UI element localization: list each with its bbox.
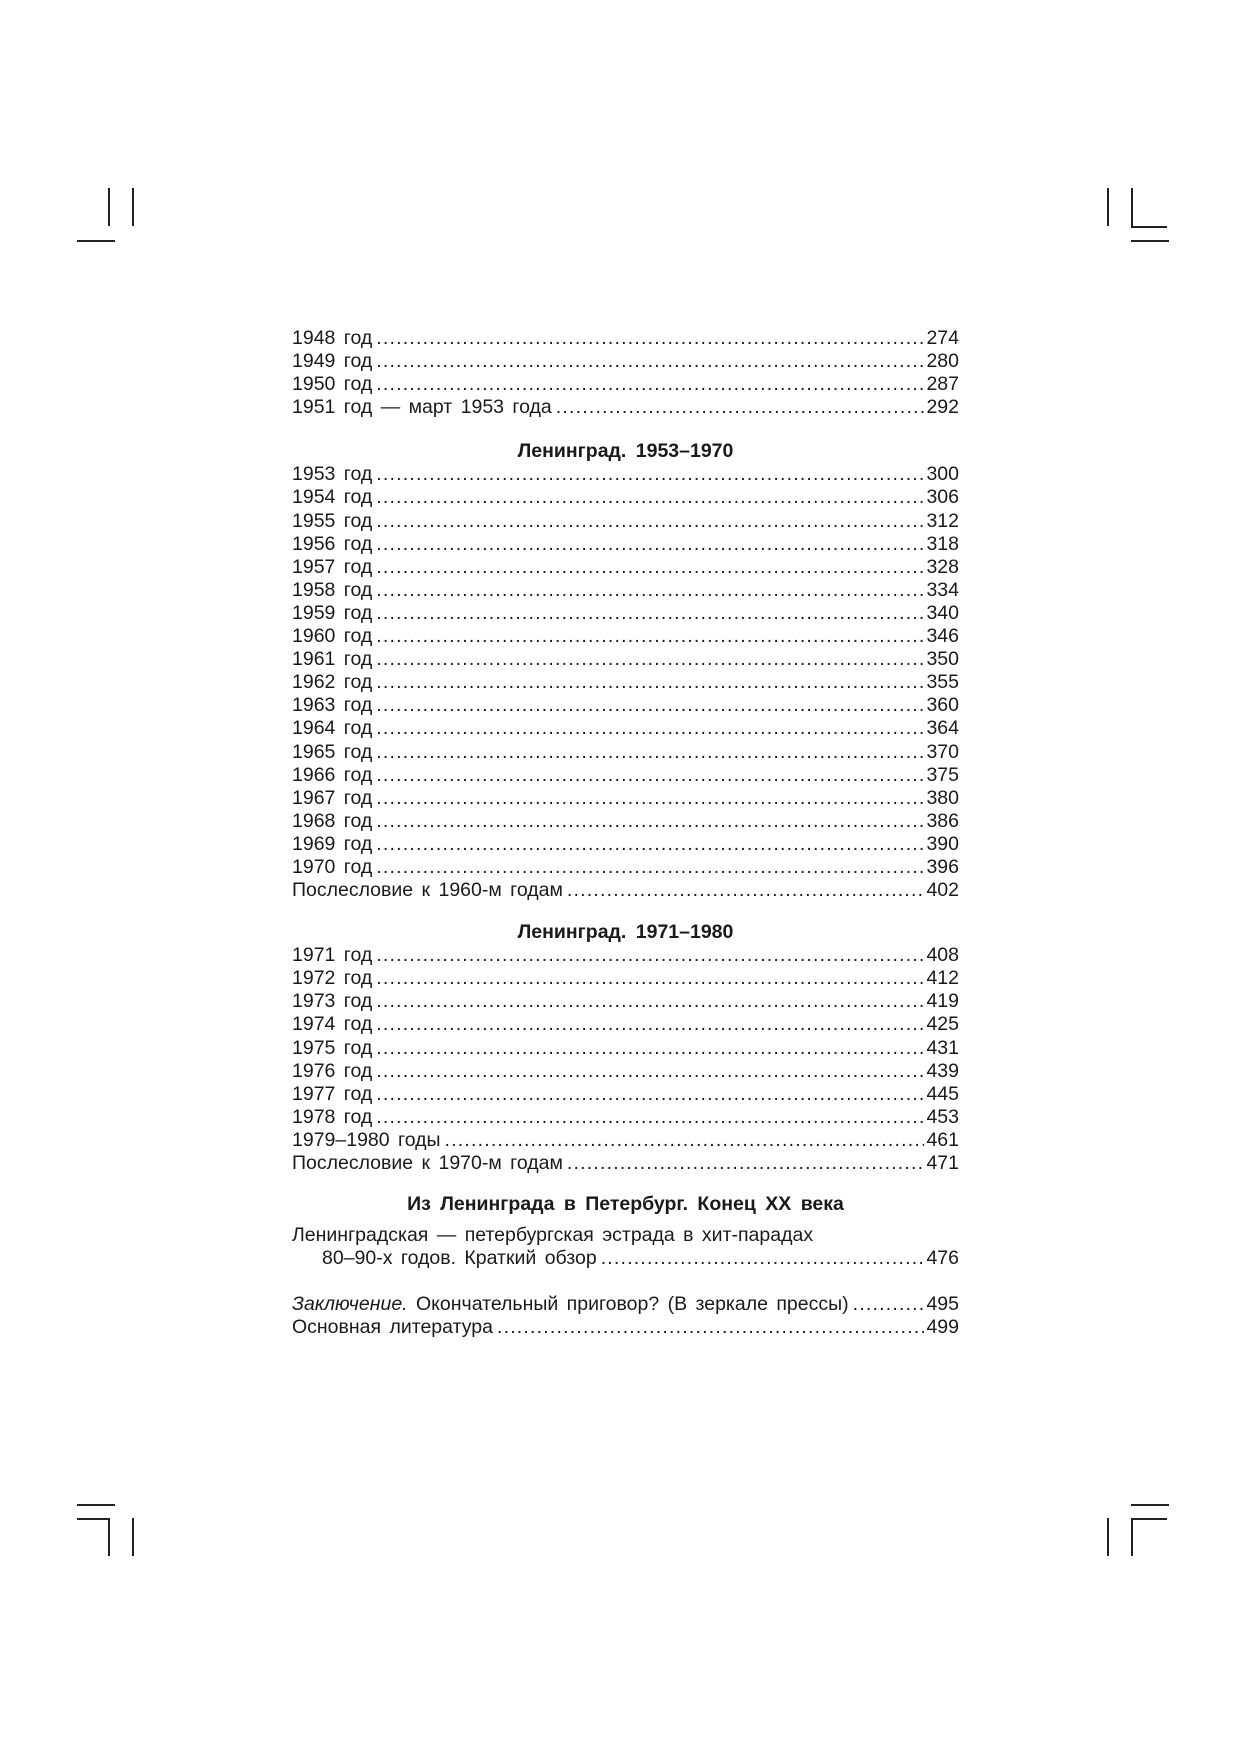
crop-mark	[108, 1518, 110, 1556]
toc-entry[interactable]: 1977 год ..... 445	[292, 1083, 959, 1106]
crop-mark	[1107, 1518, 1109, 1556]
page-number: 461	[926, 1128, 959, 1151]
toc-entry[interactable]: 1949 год ..... 280	[292, 350, 959, 373]
page-number: 396	[926, 855, 959, 878]
page-number: 350	[926, 648, 959, 671]
toc-entry[interactable]: 1962 год ..... 355	[292, 671, 959, 694]
toc-entry[interactable]: 1969 год ..... 390	[292, 833, 959, 856]
page-number: 408	[926, 944, 959, 967]
crop-mark	[1131, 1518, 1167, 1520]
page-number: 355	[926, 671, 959, 694]
toc-entry[interactable]: 80–90-х годов. Краткий обзор ..... 476	[292, 1247, 959, 1270]
toc-entry[interactable]: 1957 год ..... 328	[292, 556, 959, 579]
crop-mark	[77, 240, 115, 242]
toc-entry[interactable]: 1956 год ..... 318	[292, 533, 959, 556]
conclusion-label: Заключение.	[292, 1293, 408, 1316]
crop-mark	[132, 188, 134, 226]
page-number: 306	[926, 486, 959, 509]
page-number: 471	[926, 1152, 959, 1174]
page-number: 476	[926, 1247, 959, 1270]
page-number: 370	[926, 740, 959, 763]
toc-entry[interactable]: Послесловие к 1960-м годам ..... 402	[292, 879, 959, 902]
page-number: 439	[926, 1059, 959, 1082]
page-number: 425	[926, 1013, 959, 1036]
toc-entry[interactable]: 1963 год ..... 360	[292, 694, 959, 717]
crop-mark	[1131, 240, 1169, 242]
section-heading: Ленинград. 1953–1970	[517, 440, 734, 463]
page-number: 318	[926, 532, 959, 555]
toc-entry[interactable]: 1954 год ..... 306	[292, 486, 959, 509]
section-heading: Ленинград. 1971–1980	[517, 921, 734, 944]
toc-entry[interactable]: 1967 год ..... 380	[292, 787, 959, 810]
page-number: 453	[926, 1105, 959, 1128]
toc-entry[interactable]: 1978 год ..... 453	[292, 1106, 959, 1129]
toc-entry[interactable]: Заключение. Окончательный приговор? (В зеркале прессы) ..... 495	[292, 1293, 959, 1316]
page-number: 334	[926, 578, 959, 601]
toc-entry[interactable]: Послесловие к 1970-м годам ..... 471	[292, 1152, 959, 1175]
page-number: 386	[926, 809, 959, 832]
page-number: 419	[926, 990, 959, 1013]
toc-entry[interactable]: 1973 год ..... 419	[292, 990, 959, 1013]
toc-entry[interactable]: 1958 год ..... 334	[292, 579, 959, 602]
toc-entry[interactable]: 1976 год ..... 439	[292, 1060, 959, 1083]
toc-entry[interactable]: 1971 год ..... 408	[292, 944, 959, 967]
crop-mark	[132, 1518, 134, 1556]
toc-entry[interactable]: 1970 год ..... 396	[292, 856, 959, 879]
crop-mark	[1107, 188, 1109, 226]
page-number: 280	[926, 350, 959, 373]
crop-mark	[1131, 188, 1133, 226]
page-number: 499	[926, 1316, 959, 1339]
toc-entry[interactable]: 1953 год ..... 300	[292, 463, 959, 486]
page-number: 274	[926, 327, 959, 349]
toc-entry[interactable]: 1974 год ..... 425	[292, 1013, 959, 1036]
page-number: 292	[926, 396, 959, 419]
page-number: 445	[926, 1082, 959, 1105]
toc-entry[interactable]: 1966 год ..... 375	[292, 764, 959, 787]
crop-mark	[77, 1504, 115, 1506]
section-heading: Из Ленинграда в Петербург. Конец XX века	[407, 1193, 844, 1216]
table-of-contents	[292, 327, 959, 1339]
page-number: 375	[926, 763, 959, 786]
toc-entry[interactable]: 1951 год — март 1953 года ..... 292	[292, 396, 959, 419]
page-number: 312	[926, 509, 959, 532]
page-number: 340	[926, 601, 959, 624]
page-number: 287	[926, 373, 959, 396]
toc-entry[interactable]: 1950 год ..... 287	[292, 373, 959, 396]
toc-entry[interactable]: 1965 год ..... 370	[292, 741, 959, 764]
toc-entry[interactable]: 1959 год ..... 340	[292, 602, 959, 625]
page-number: 380	[926, 786, 959, 809]
page-number: 412	[926, 967, 959, 990]
crop-mark	[1131, 1504, 1169, 1506]
toc-entry[interactable]: 1960 год ..... 346	[292, 625, 959, 648]
toc-entry[interactable]: 1972 год ..... 412	[292, 967, 959, 990]
toc-entry[interactable]: 1964 год ..... 364	[292, 717, 959, 740]
toc-entry[interactable]: 1975 год ..... 431	[292, 1037, 959, 1060]
crop-mark	[1131, 1518, 1133, 1556]
page-number: 328	[926, 555, 959, 578]
toc-entry[interactable]: 1979–1980 годы ..... 461	[292, 1129, 959, 1152]
page-number: 390	[926, 832, 959, 855]
crop-mark	[1131, 226, 1167, 228]
toc-entry-line[interactable]: Ленинградская — петербургская эстрада в хит-парадах	[292, 1224, 814, 1247]
toc-entry[interactable]: 1948 год ..... 274	[292, 327, 959, 350]
crop-mark	[108, 188, 110, 226]
page-number: 495	[926, 1293, 959, 1316]
page-number: 346	[926, 625, 959, 648]
toc-entry[interactable]: 1955 год ..... 312	[292, 510, 959, 533]
toc-entry[interactable]: 1968 год ..... 386	[292, 810, 959, 833]
page-number: 364	[926, 717, 959, 740]
page-number: 431	[926, 1036, 959, 1059]
crop-mark	[77, 1518, 110, 1520]
toc-entry[interactable]: Основная литература ..... 499	[292, 1316, 959, 1339]
page-number: 360	[926, 694, 959, 717]
page-number: 402	[926, 879, 959, 902]
page-number: 300	[926, 463, 959, 486]
toc-entry[interactable]: 1961 год ..... 350	[292, 648, 959, 671]
